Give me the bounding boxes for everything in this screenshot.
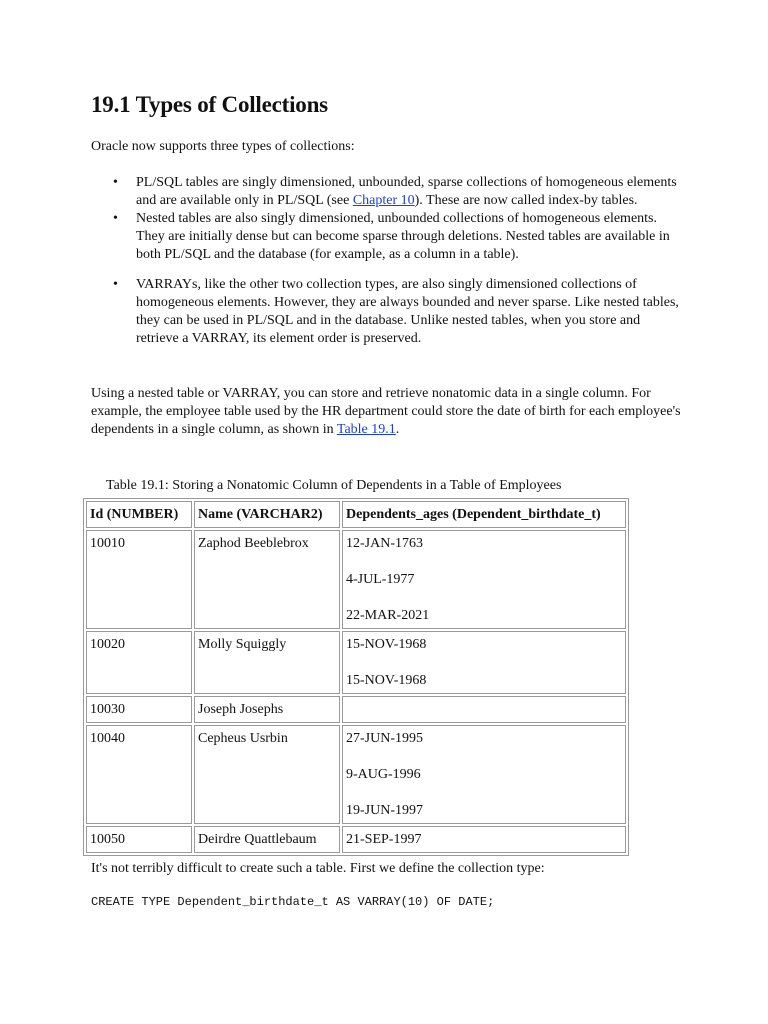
cell-dates [342, 725, 626, 824]
cell-dates [342, 530, 626, 629]
collection-types-list [91, 174, 681, 348]
cell-dates [342, 631, 626, 694]
table-row [86, 696, 626, 723]
bullet-icon: • [113, 277, 118, 292]
cell-id: 10050 [86, 826, 192, 853]
bullet-icon: • [113, 211, 118, 226]
section-heading: 19.1 Types of Collections [91, 92, 328, 117]
cell-dates [342, 826, 626, 853]
intro-paragraph: Oracle now supports three types of collections: [91, 139, 355, 154]
table-header-row [86, 501, 626, 528]
date-value: 9-AUG-1996 [346, 767, 421, 782]
date-value: 12-JAN-1763 [346, 536, 423, 551]
bullet-text: VARRAYs, like the other two collection types, are also singly dimensioned collections of homogeneous elements. However, they are always bounded and never sparse. Like nested tables, they can be used in PL/SQL and in the database. Unlike nested tables, when you store and retrieve a VARRAY, its element order is preserved. [136, 277, 679, 346]
table-caption: Table 19.1: Storing a Nonatomic Column of Dependents in a Table of Employees [106, 478, 562, 493]
date-value: 15-NOV-1968 [346, 637, 427, 652]
list-item [91, 276, 681, 348]
header-id: Id (NUMBER) [86, 501, 192, 528]
nested-table-paragraph [91, 385, 681, 439]
date-value: 22-MAR-2021 [346, 608, 430, 623]
chapter-10-link[interactable]: Chapter 10 [352, 193, 415, 208]
date-value: 19-JUN-1997 [346, 803, 423, 818]
dependents-table [83, 498, 629, 856]
table-19-1-link[interactable]: Table 19.1 [336, 422, 396, 437]
create-type-paragraph: It's not terribly difficult to create such a table. First we define the collection type: [91, 861, 545, 876]
header-name: Name (VARCHAR2) [194, 501, 340, 528]
bullet-text-before: PL/SQL tables are singly dimensioned, unbounded, sparse collections of homogeneous elements and are available only in PL/SQL (see [136, 175, 677, 208]
cell-name: Zaphod Beeblebrox [194, 530, 340, 629]
list-item [91, 174, 681, 210]
code-block: CREATE TYPE Dependent_birthdate_t AS VARRAY(10) OF DATE; [91, 895, 495, 909]
paragraph-text-after: . [395, 422, 400, 437]
cell-name: Molly Squiggly [194, 631, 340, 694]
bullet-icon: • [113, 175, 118, 190]
date-value: 27-JUN-1995 [346, 731, 423, 746]
paragraph-text-before: Using a nested table or VARRAY, you can store and retrieve nonatomic data in a single column. For example, the employee table used by the HR department could store the date of birth for each employee's dependents in a single column, as shown in [91, 386, 681, 437]
bullet-text: Nested tables are also singly dimensioned, unbounded collections of homogeneous elements. They are initially dense but can become sparse through deletions. Nested tables are available in both PL/SQL and the database (for example, as a column in a table). [136, 211, 670, 262]
table-row [86, 530, 626, 629]
date-value: 21-SEP-1997 [346, 832, 422, 847]
bullet-text-after: ). These are now called index-by tables. [414, 193, 638, 208]
cell-id: 10010 [86, 530, 192, 629]
cell-name: Deirdre Quattlebaum [194, 826, 340, 853]
cell-id: 10020 [86, 631, 192, 694]
date-value: 15-NOV-1968 [346, 673, 427, 688]
table-row [86, 826, 626, 853]
header-dependents: Dependents_ages (Dependent_birthdate_t) [342, 501, 626, 528]
table-row [86, 631, 626, 694]
cell-name: Cepheus Usrbin [194, 725, 340, 824]
list-item [91, 210, 681, 264]
cell-id: 10040 [86, 725, 192, 824]
cell-dates [342, 696, 626, 723]
date-value: 4-JUL-1977 [346, 572, 415, 587]
table-row [86, 725, 626, 824]
cell-id: 10030 [86, 696, 192, 723]
cell-name: Joseph Josephs [194, 696, 340, 723]
